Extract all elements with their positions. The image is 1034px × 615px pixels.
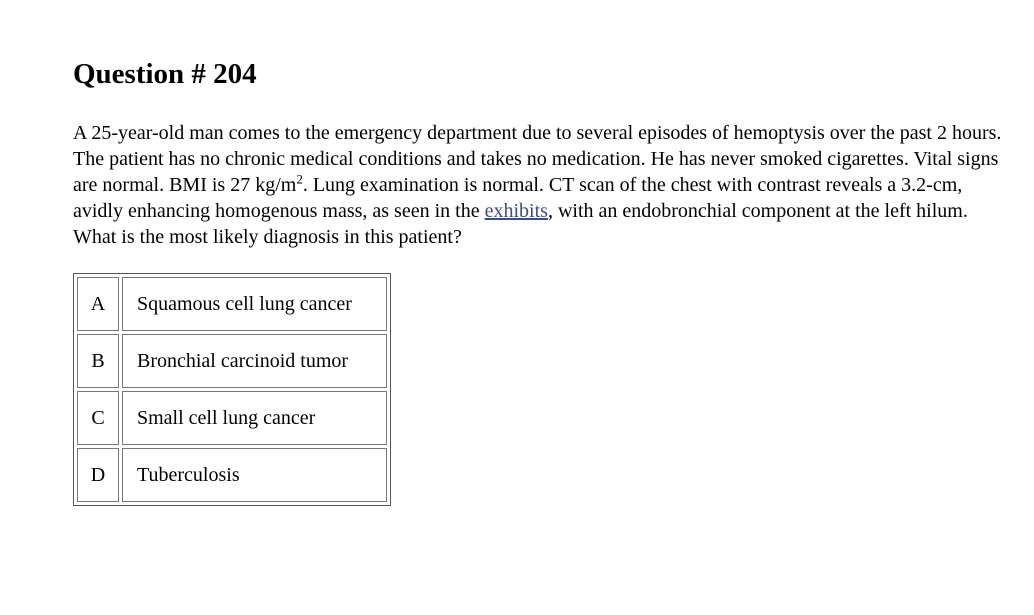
answer-choice-a[interactable] (77, 277, 387, 331)
choice-letter[interactable]: B (77, 334, 119, 388)
choice-letter[interactable]: A (77, 277, 119, 331)
question-title: Question # 204 (73, 58, 257, 90)
answer-choice-d[interactable] (77, 448, 387, 502)
question-stem (73, 120, 1003, 250)
stem-text-part-3: , with an endobronchial component at the left hilum. What is the most likely diagnosis in this patient? (73, 200, 968, 248)
choice-text[interactable]: Tuberculosis (122, 448, 387, 502)
choice-text[interactable]: Small cell lung cancer (122, 391, 387, 445)
answer-choices-table (73, 273, 391, 506)
answer-choice-c[interactable] (77, 391, 387, 445)
exhibits-link[interactable]: exhibits (484, 200, 548, 222)
stem-text-part-2: . Lung examination is normal. CT scan of the chest with contrast reveals a 3.2-cm, avidly enhancing homogenous mass, as seen in the (73, 174, 963, 222)
choice-letter[interactable]: D (77, 448, 119, 502)
choice-letter[interactable]: C (77, 391, 119, 445)
answer-choice-b[interactable] (77, 334, 387, 388)
choice-text[interactable]: Bronchial carcinoid tumor (122, 334, 387, 388)
superscript-2: 2 (296, 171, 303, 187)
choice-text[interactable]: Squamous cell lung cancer (122, 277, 387, 331)
stem-text-part-1: A 25-year-old man comes to the emergency department due to several episodes of hemoptysis over the past 2 hours. The patient has no chronic medical conditions and takes no medication. He has never smoked cigarettes. Vital signs are normal. BMI is 27 kg/m (73, 122, 1002, 196)
